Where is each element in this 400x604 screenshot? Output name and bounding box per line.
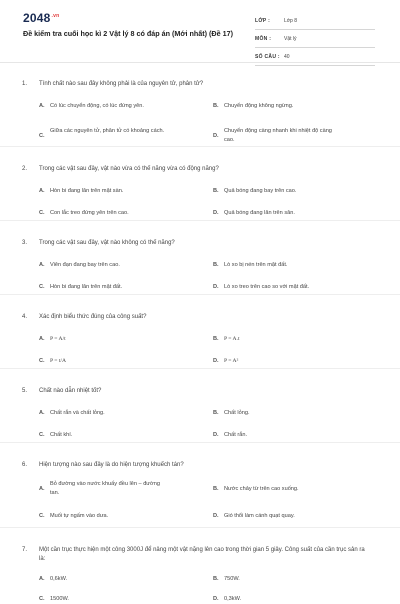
question-text: Chất nào dẫn nhiệt tốt? <box>39 388 102 394</box>
document-meta <box>255 15 375 69</box>
option-text: Chất khí. <box>50 432 73 438</box>
question-item <box>0 295 400 369</box>
question-stem <box>0 295 400 322</box>
option-text: Gió thổi làm cánh quạt quay. <box>224 513 295 519</box>
option-text: Chất rắn. <box>224 432 248 438</box>
option-text: Hòn bi đang lăn trên mặt sàn. <box>50 188 124 194</box>
option-letter: C. <box>39 133 45 139</box>
option-text: Lò xo treo trên cao so với mặt đất. <box>224 284 310 290</box>
meta-key: MÔN : <box>255 36 272 42</box>
meta-key: SỐ CÂU : <box>255 54 280 60</box>
option-text: Con lắc treo đứng yên trên cao. <box>50 210 129 216</box>
option-letter: D. <box>213 596 219 602</box>
document-header <box>0 0 400 63</box>
option-text: P = A² <box>224 358 239 364</box>
option-letter: A. <box>39 336 45 342</box>
option-letter: B. <box>213 262 219 268</box>
logo-suffix: .vn <box>51 13 60 19</box>
option-text: 750W. <box>224 576 240 582</box>
question-number: 1. <box>22 81 28 87</box>
question-number: 5. <box>22 388 28 394</box>
question-text: Trong các vật sau đây, vật nào vừa có thế năng vừa có động năng? <box>39 166 219 172</box>
question-item <box>0 369 400 443</box>
option-text: P = A.t <box>224 336 240 342</box>
question-item <box>0 528 400 602</box>
question-stem <box>0 62 400 89</box>
option-a[interactable] <box>39 480 189 498</box>
meta-key: LỚP : <box>255 18 271 24</box>
option-text: Giữa các nguyên tử, phân tử có khoảng cách. <box>50 128 165 134</box>
question-number: 3. <box>22 240 28 246</box>
question-text: Một cần trục thực hiện một công 3000J để nâng một vật nặng lên cao trong thời gian 5 giây. Công suất của cần trục sản ra là: <box>39 547 365 562</box>
question-number: 4. <box>22 314 28 320</box>
question-item <box>0 221 400 295</box>
question-stem <box>0 147 400 174</box>
question-item <box>0 147 400 221</box>
question-text: Hiện tượng nào sau đây là do hiện tượng khuếch tán? <box>39 462 184 468</box>
option-letter: C. <box>39 513 45 519</box>
option-text: Có lúc chuyển động, có lúc đứng yên. <box>50 103 144 109</box>
question-item <box>0 443 400 528</box>
option-text: 1500W. <box>50 596 69 602</box>
option-text: Chất rắn và chất lỏng. <box>50 410 105 416</box>
option-text: P = t/A <box>50 358 67 364</box>
option-letter: D. <box>213 513 219 519</box>
option-letter: D. <box>213 133 219 139</box>
option-letter: D. <box>213 358 219 364</box>
question-text: Xác định biểu thức đúng của công suất? <box>39 314 147 320</box>
question-stem <box>0 528 400 564</box>
option-text: Lò xo bị nén trên mặt đất. <box>224 262 288 268</box>
option-text: Hòn bi đang lăn trên mặt đất. <box>50 284 123 290</box>
option-text: Chuyển động càng nhanh khi nhiệt độ càng cao. <box>224 128 332 143</box>
option-letter: B. <box>213 486 219 492</box>
option-c[interactable] <box>39 127 189 145</box>
option-letter: B. <box>213 410 219 416</box>
question-stem <box>0 369 400 396</box>
meta-value: Vật lý <box>284 36 297 42</box>
question-stem <box>0 443 400 470</box>
question-number: 6. <box>22 462 28 468</box>
document-title: Đề kiểm tra cuối học kì 2 Vật lý 8 có đáp án (Mới nhất) (Đề 17) <box>23 29 234 38</box>
option-letter: C. <box>39 284 45 290</box>
option-letter: A. <box>39 576 45 582</box>
option-text: Chất lỏng. <box>224 410 250 416</box>
option-text: Chuyển động không ngừng. <box>224 103 294 109</box>
option-letter: A. <box>39 188 45 194</box>
logo-text: 2048 <box>23 11 51 25</box>
option-d[interactable] <box>213 127 363 145</box>
option-letter: C. <box>39 210 45 216</box>
meta-row-subject <box>255 33 375 48</box>
option-letter: B. <box>213 336 219 342</box>
question-text: Tính chất nào sau đây không phải là của nguyên tử, phân tử? <box>39 81 204 87</box>
option-letter: D. <box>213 432 219 438</box>
option-text: Nước chảy từ trên cao xuống. <box>224 486 299 492</box>
question-stem <box>0 221 400 248</box>
option-text: Bỏ đường vào nước khuấy đều lên – đường tan. <box>50 481 160 496</box>
option-letter: B. <box>213 576 219 582</box>
option-text: Muối tự ngấm vào dưa. <box>50 513 109 519</box>
question-list <box>0 62 400 602</box>
option-text: 0,6kW. <box>50 576 68 582</box>
meta-value: 40 <box>284 54 290 60</box>
meta-value: Lớp 8 <box>284 18 298 24</box>
option-text: P = A/t <box>50 336 66 342</box>
option-text: Quả bóng đang lăn trên sân. <box>224 210 295 216</box>
option-letter: C. <box>39 358 45 364</box>
option-letter: A. <box>39 262 45 268</box>
option-text: Quả bóng đang bay trên cao. <box>224 188 297 194</box>
site-logo[interactable] <box>23 11 59 25</box>
option-letter: A. <box>39 410 45 416</box>
option-letter: B. <box>213 188 219 194</box>
option-letter: D. <box>213 284 219 290</box>
option-letter: B. <box>213 103 219 109</box>
option-letter: C. <box>39 432 45 438</box>
meta-row-grade <box>255 15 375 30</box>
question-number: 2. <box>22 166 28 172</box>
option-letter: D. <box>213 210 219 216</box>
option-text: 0,3kW. <box>224 596 242 602</box>
question-number: 7. <box>22 547 28 553</box>
option-text: Viên đạn đang bay trên cao. <box>50 262 120 268</box>
option-letter: A. <box>39 486 45 492</box>
question-text: Trong các vật sau đây, vật nào không có thế năng? <box>39 240 175 246</box>
option-letter: C. <box>39 596 45 602</box>
option-letter: A. <box>39 103 45 109</box>
question-item <box>0 62 400 147</box>
